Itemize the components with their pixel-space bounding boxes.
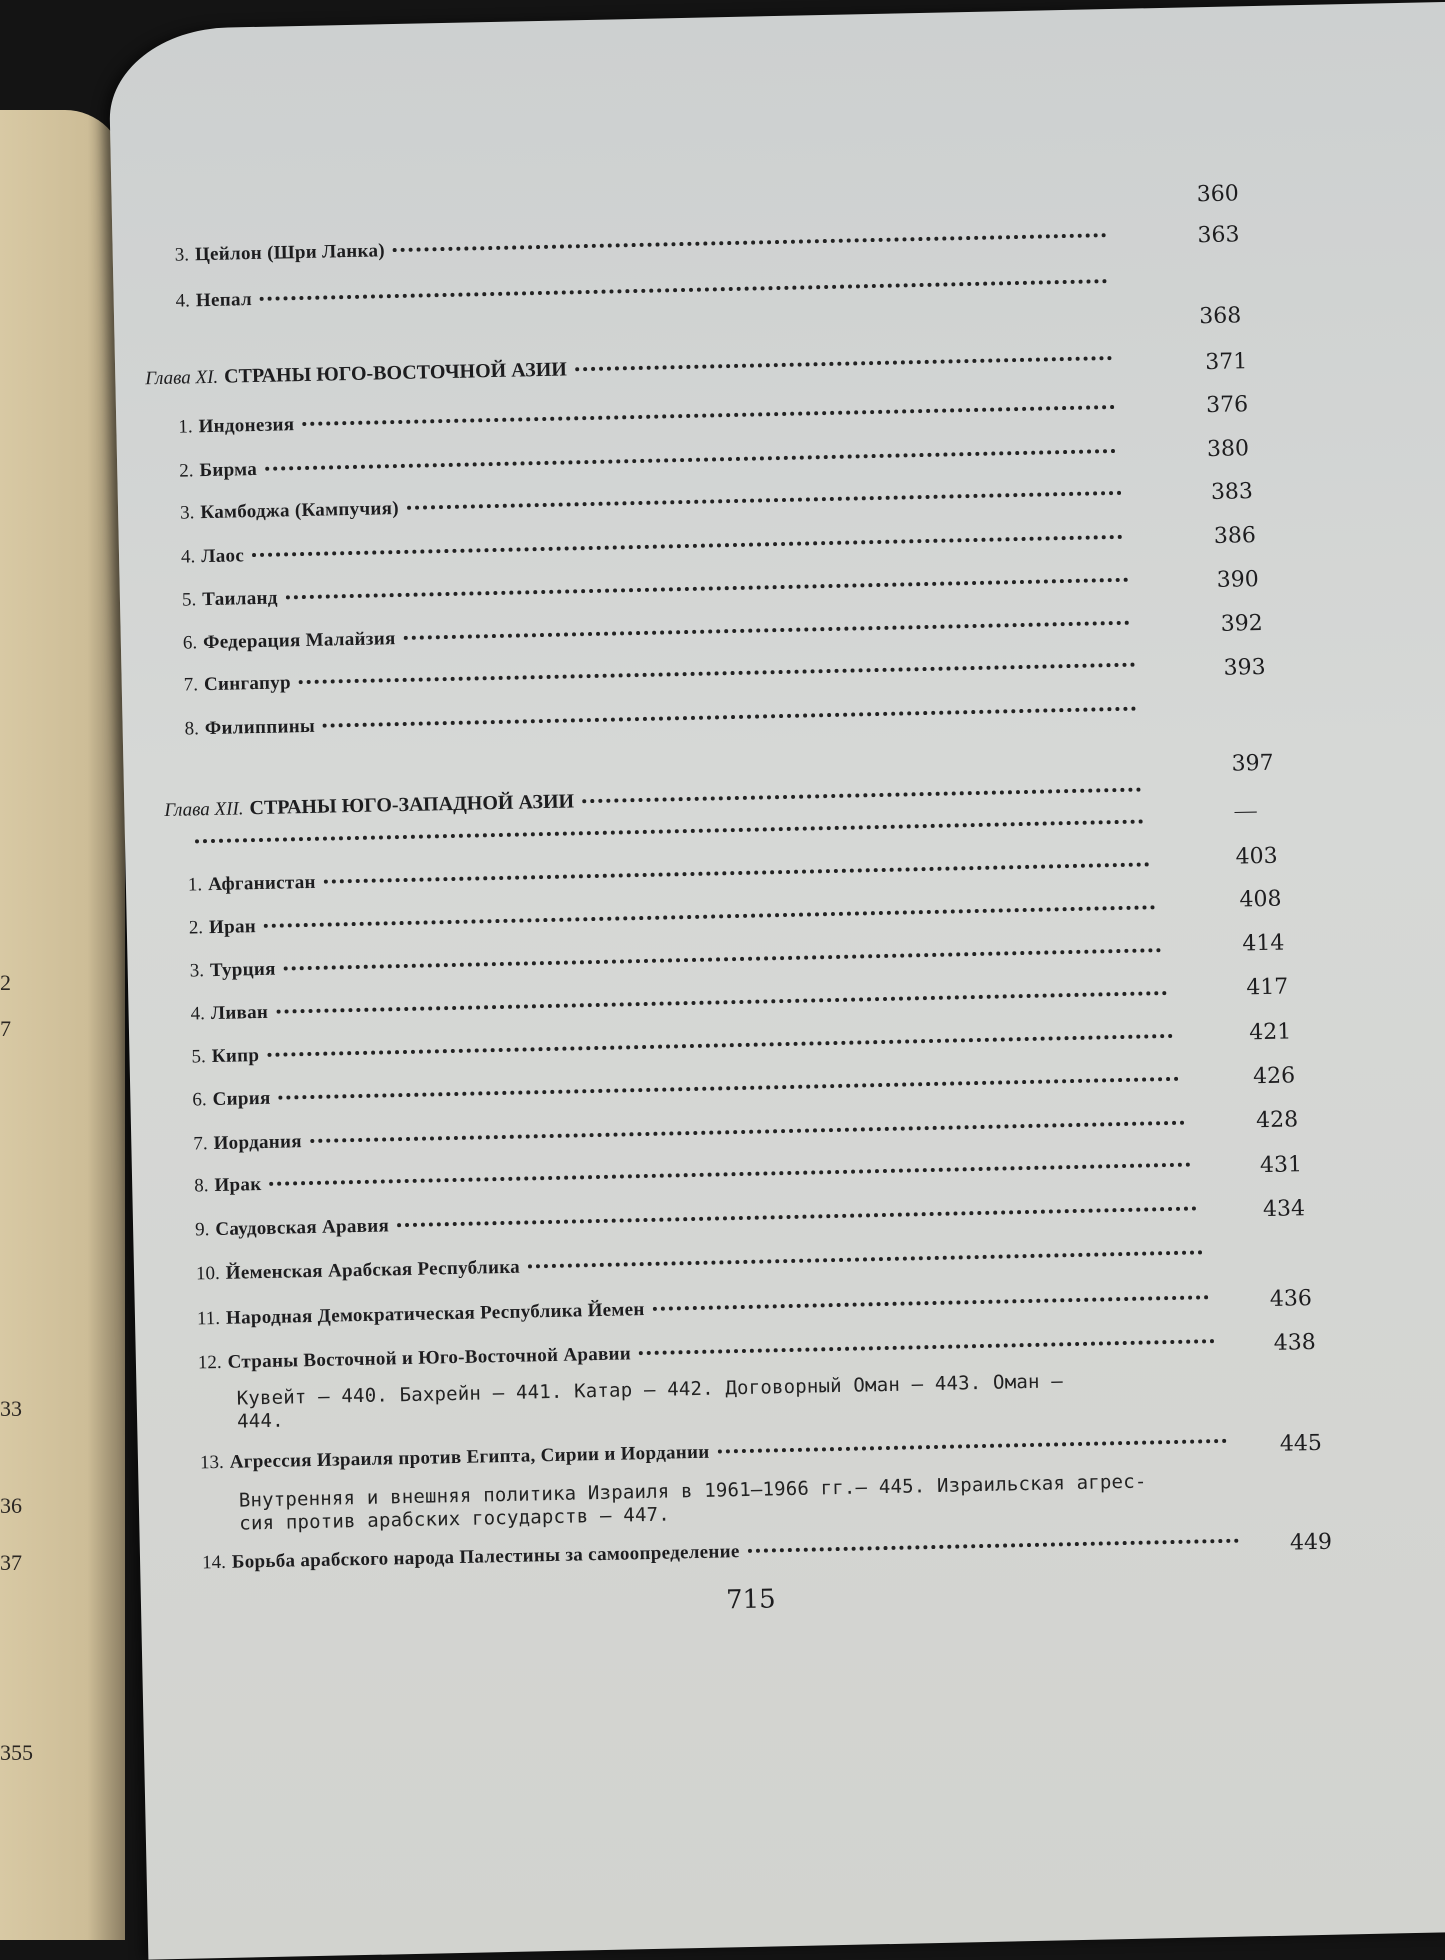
entry-title: Иран: [208, 916, 257, 939]
leader-dots: [269, 1163, 1191, 1186]
toc-entry[interactable]: [198, 1331, 1223, 1374]
leader-dots: [260, 279, 1108, 301]
entry-title: Народная Демократическая Республика Йемен: [225, 1299, 645, 1329]
leader-dots: [653, 1295, 1209, 1311]
entry-title: Иордания: [213, 1131, 303, 1155]
toc-entry[interactable]: [190, 983, 1175, 1026]
toc-entry[interactable]: [184, 698, 1144, 740]
toc-entry[interactable]: [181, 527, 1131, 569]
entry-title: Саудовская Аравия: [215, 1215, 390, 1241]
toc-entry[interactable]: [200, 1431, 1235, 1475]
leader-dots: [575, 356, 1112, 371]
toc-entry[interactable]: [175, 225, 1115, 267]
leader-dots: [286, 578, 1129, 600]
leader-dots: [195, 819, 1144, 843]
page-number: 386: [1213, 523, 1257, 549]
toc-entry[interactable]: [190, 940, 1170, 983]
entry-subtext: 444.: [236, 1409, 284, 1433]
chapter-prefix: Глава XI.: [145, 366, 219, 390]
leader-dots: [302, 405, 1115, 426]
entry-title: Таиланд: [201, 587, 278, 611]
entry-number: 6.: [182, 632, 198, 654]
page-number: 376: [1205, 392, 1249, 419]
entry-title: Сирия: [212, 1087, 271, 1111]
page-number: 390: [1216, 567, 1260, 593]
page-number: 426: [1252, 1063, 1296, 1090]
entry-title: Камбоджа (Кампучия): [200, 498, 400, 524]
chapter-prefix: Глава XII.: [164, 798, 244, 821]
left-page-edge: [0, 110, 125, 1940]
page-number: 403: [1235, 843, 1278, 870]
chapter-title: СТРАНЫ ЮГО-ЗАПАДНОЙ АЗИИ: [249, 790, 575, 820]
toc-entry[interactable]: [184, 654, 1144, 696]
leader-dots: [718, 1439, 1227, 1454]
entry-number: 6.: [192, 1089, 207, 1111]
entry-number: 11.: [196, 1307, 221, 1330]
leader-dots: [252, 535, 1123, 557]
page-number: 392: [1220, 610, 1263, 637]
entry-number: 5.: [181, 589, 197, 611]
entry-number: 4.: [180, 546, 196, 568]
page-number: 360: [1196, 181, 1239, 208]
leader-dots: [407, 491, 1122, 510]
toc-entry[interactable]: [202, 1530, 1247, 1574]
leader-dots: [748, 1539, 1239, 1553]
footer-page-number: 715: [725, 1584, 776, 1616]
page-number: 397: [1231, 750, 1274, 777]
left-page-number: 37: [0, 1550, 22, 1575]
toc-entry[interactable]: [194, 1154, 1199, 1197]
entry-number: 3.: [189, 960, 205, 982]
page-number: 428: [1255, 1107, 1299, 1134]
entry-title: Цейлон (Шри Ланка): [194, 240, 386, 266]
entry-title: Индонезия: [198, 414, 295, 438]
left-page-number: 33: [0, 1396, 22, 1421]
chapter-title: СТРАНЫ ЮГО-ВОСТОЧНОЙ АЗИИ: [223, 358, 568, 388]
leader-dots: [323, 707, 1136, 728]
toc-entry[interactable]: [195, 1198, 1205, 1241]
page-number: 408: [1239, 886, 1282, 913]
entry-number: 7.: [193, 1133, 208, 1155]
entry-title: Ливан: [210, 1001, 269, 1025]
page-number: 438: [1273, 1329, 1317, 1356]
entry-title: Лаос: [201, 545, 245, 568]
toc-entry[interactable]: [175, 271, 1115, 313]
page-number: 417: [1246, 974, 1289, 1001]
page-number: 393: [1223, 654, 1266, 681]
entry-title: Сингапур: [203, 672, 292, 696]
entry-title: Бирма: [199, 458, 258, 482]
entry-number: 8.: [194, 1175, 209, 1197]
page-number-dash: —: [1234, 797, 1257, 823]
entry-number: 3.: [174, 244, 190, 266]
page-number: 414: [1242, 930, 1285, 957]
leader-dots: [404, 621, 1130, 640]
toc-leader-line: [187, 823, 1152, 847]
toc-entry[interactable]: [197, 1287, 1217, 1330]
toc-entry[interactable]: [182, 570, 1137, 612]
page-number: 436: [1269, 1286, 1313, 1312]
toc-entry[interactable]: [180, 483, 1130, 525]
left-page-number: 7: [0, 1016, 11, 1041]
entry-number: 8.: [184, 718, 200, 740]
leader-dots: [284, 948, 1162, 970]
entry-title: Страны Восточной и Юго-Восточной Аравии: [227, 1343, 632, 1373]
entry-subtext: Внутренняя и внешняя политика Израиля в 1961—1966 гг.— 445. Израильская агрес-: [238, 1470, 1147, 1512]
book-page: [108, 2, 1445, 1960]
left-page-number: 2: [0, 970, 11, 995]
entry-title: Агрессия Израиля против Египта, Сирии и Иордании: [229, 1441, 710, 1473]
leader-dots: [279, 1077, 1180, 1100]
entry-title: Федерация Малайзия: [202, 628, 396, 654]
leader-dots: [528, 1250, 1203, 1268]
leader-dots: [299, 663, 1136, 685]
entry-number: 10.: [195, 1262, 221, 1285]
leader-dots: [639, 1339, 1215, 1355]
page-number: 368: [1198, 303, 1242, 330]
entry-subtext: Кувейт — 440. Бахрейн — 441. Катар — 442. Договорный Оман — 443. Оман —: [236, 1370, 1064, 1410]
toc-entry[interactable]: [183, 613, 1138, 655]
entry-number: 13.: [199, 1451, 224, 1474]
entry-number: 12.: [197, 1351, 222, 1374]
leader-dots: [276, 991, 1167, 1014]
entry-title: Ирак: [214, 1174, 262, 1197]
entry-number: 1.: [178, 416, 193, 438]
page-number: 449: [1289, 1529, 1333, 1556]
entry-title: Турция: [209, 958, 276, 982]
toc-entry[interactable]: [189, 897, 1164, 939]
leader-dots: [582, 788, 1141, 804]
toc-entry[interactable]: [192, 1069, 1187, 1112]
leader-dots: [267, 1034, 1173, 1057]
entry-number: 4.: [175, 290, 191, 312]
entry-number: 4.: [190, 1003, 206, 1025]
toc-entry[interactable]: [191, 1026, 1181, 1069]
page-number: 380: [1206, 436, 1250, 463]
entry-title: Борьба арабского народа Палестины за самоопределение: [231, 1541, 740, 1573]
chapter-heading[interactable]: [145, 347, 1120, 390]
page-number: 371: [1204, 349, 1248, 376]
toc-entry[interactable]: [188, 854, 1158, 896]
entry-number: 3.: [179, 502, 195, 524]
page-number: 445: [1279, 1430, 1323, 1457]
page-number: 421: [1248, 1019, 1292, 1046]
page-number: 434: [1262, 1196, 1306, 1223]
entry-number: 9.: [194, 1219, 210, 1241]
page-number: 383: [1210, 479, 1254, 506]
page-number: 431: [1259, 1152, 1303, 1179]
entry-subtext: сия против арабских государств — 447.: [239, 1503, 671, 1535]
leader-dots: [310, 1121, 1185, 1143]
toc-entry[interactable]: [179, 441, 1124, 483]
toc-entry[interactable]: [196, 1242, 1211, 1285]
entry-number: 1.: [187, 874, 203, 896]
chapter-heading[interactable]: [164, 778, 1149, 822]
entry-number: 5.: [191, 1046, 206, 1068]
entry-number: 7.: [183, 674, 199, 696]
entry-number: 14.: [201, 1551, 227, 1574]
left-page-number: 36: [0, 1493, 22, 1518]
leader-dots: [265, 449, 1116, 471]
leader-dots: [397, 1206, 1197, 1227]
entry-number: 2.: [188, 917, 204, 939]
entry-title: Афганистан: [207, 871, 316, 896]
toc-entry[interactable]: [178, 397, 1123, 439]
leader-dots: [324, 862, 1150, 883]
left-page-number: 355: [0, 1740, 33, 1765]
toc-entry[interactable]: [193, 1113, 1193, 1156]
entry-title: Филиппины: [204, 715, 316, 740]
leader-dots: [264, 905, 1156, 928]
entry-title: Йеменская Арабская Республика: [225, 1256, 521, 1284]
entry-title: Кипр: [211, 1045, 260, 1068]
leader-dots: [393, 233, 1107, 252]
entry-number: 2.: [179, 460, 194, 482]
entry-title: Непал: [195, 289, 253, 312]
page-number: 363: [1197, 222, 1240, 249]
